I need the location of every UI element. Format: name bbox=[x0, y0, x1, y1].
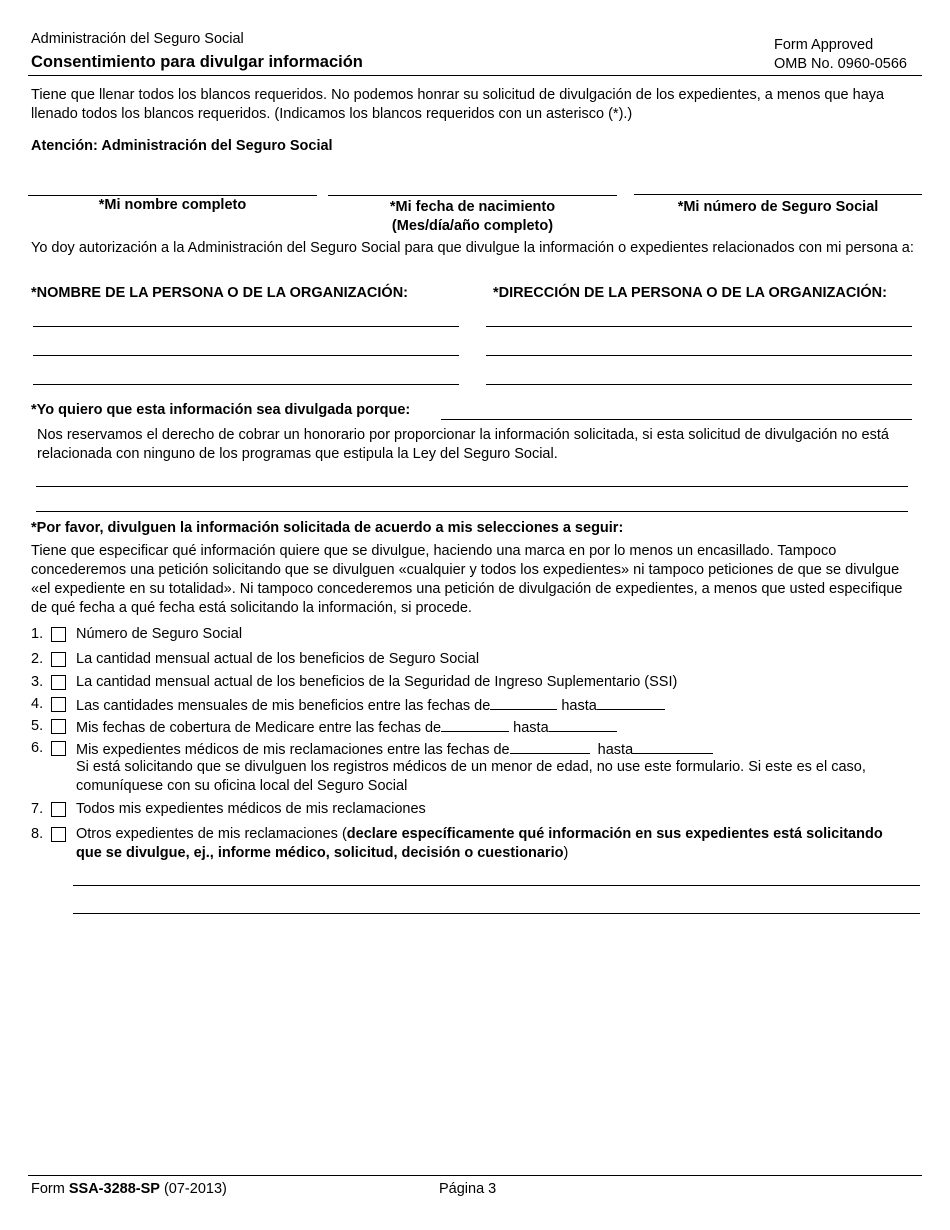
reason-line-2[interactable] bbox=[36, 486, 908, 487]
form-number bbox=[31, 1180, 227, 1199]
item-number: 5. bbox=[31, 718, 44, 734]
checkbox-ssn[interactable] bbox=[51, 627, 66, 642]
selection-heading: *Por favor, divulguen la información solicitada de acuerdo a mis selecciones a seguir: bbox=[31, 520, 624, 536]
recipient-name-line-1[interactable] bbox=[33, 326, 459, 327]
page-number: Página 3 bbox=[439, 1181, 497, 1197]
reason-line-3[interactable] bbox=[36, 511, 908, 512]
recipient-name-label: *NOMBRE DE LA PERSONA O DE LA ORGANIZACIÓN: bbox=[31, 285, 409, 301]
item-number: 2. bbox=[31, 651, 44, 667]
fee-notice: Nos reservamos el derecho de cobrar un honorario por proporcionar la información solicitada, si esta solicitud de divulgación no está relacionada con ninguno de los programas que estipula la Ley del Seguro Social. bbox=[37, 427, 889, 462]
hasta-label: hasta bbox=[561, 698, 597, 714]
other-records-line-1[interactable] bbox=[73, 885, 920, 886]
other-records-line-2[interactable] bbox=[73, 913, 920, 914]
item-row bbox=[76, 695, 665, 716]
item-label: La cantidad mensual actual de los beneficios de Seguro Social bbox=[76, 651, 480, 667]
intro-text: Tiene que llenar todos los blancos requeridos. No podemos honrar su solicitud de divulgación de los expedientes, a menos que haya llenado todos los blancos requeridos. (Indicamos los blancos requeridos con un asterisco (*).) bbox=[31, 87, 885, 122]
full-name-label: *Mi nombre completo bbox=[98, 197, 247, 213]
checkbox-other-records[interactable] bbox=[51, 827, 66, 842]
minor-records-note: Si está solicitando que se divulguen los registros médicos de un menor de edad, no use este formulario. Si este es el caso, comuníquese con su oficina local del Seguro Social bbox=[76, 759, 866, 794]
item-row bbox=[76, 717, 617, 738]
selection-instructions: Tiene que especificar qué información quiere que se divulgue, haciendo una marca en por lo menos un encasillado. Tampoco concederemos una petición solicitando que se divulguen «cualquier y todos los expedientes» ni tampoco peticiones de que se divulgue «el expediente en su totalidad». Ni tampoco concederemos una petición de divulgación de expedientes, a menos que usted especifique de qué fecha a qué fecha está solicitando la información, si procede. bbox=[31, 543, 903, 616]
checkbox-medicare[interactable] bbox=[51, 719, 66, 734]
ssn-field[interactable] bbox=[634, 194, 922, 195]
to-date-field[interactable] bbox=[549, 717, 617, 732]
hasta-label: hasta bbox=[513, 720, 549, 736]
item-number: 1. bbox=[31, 626, 44, 642]
omb-number: OMB No. 0960-0566 bbox=[774, 56, 907, 72]
item-label: Las cantidades mensuales de mis beneficios entre las fechas de bbox=[76, 698, 491, 714]
recipient-address-line-2[interactable] bbox=[486, 355, 912, 356]
recipient-address-line-1[interactable] bbox=[486, 326, 912, 327]
checkbox-monthly-benefits[interactable] bbox=[51, 697, 66, 712]
item-label: La cantidad mensual actual de los beneficios de la Seguridad de Ingreso Suplementario (SSI) bbox=[76, 674, 678, 690]
item-number: 4. bbox=[31, 696, 44, 712]
checkbox-ssi-benefits[interactable] bbox=[51, 675, 66, 690]
form-approved: Form Approved bbox=[774, 37, 874, 53]
checkbox-all-medical-records[interactable] bbox=[51, 802, 66, 817]
item-label: Mis expedientes médicos de mis reclamaciones entre las fechas de bbox=[76, 742, 510, 758]
recipient-name-line-3[interactable] bbox=[33, 384, 459, 385]
checkbox-medical-records[interactable] bbox=[51, 741, 66, 756]
recipient-address-label: *DIRECCIÓN DE LA PERSONA O DE LA ORGANIZACIÓN: bbox=[493, 285, 887, 301]
ssn-label: *Mi número de Seguro Social bbox=[677, 199, 879, 215]
recipient-address-line-3[interactable] bbox=[486, 384, 912, 385]
form-date: (07-2013) bbox=[159, 1181, 227, 1197]
dob-field[interactable] bbox=[328, 195, 617, 196]
item-number: 8. bbox=[31, 826, 44, 842]
form-id: SSA-3288-SP bbox=[68, 1181, 160, 1197]
form-prefix: Form bbox=[31, 1181, 69, 1197]
dob-label: *Mi fecha de nacimiento bbox=[389, 199, 556, 215]
item-close-paren: ) bbox=[563, 845, 569, 861]
item-label: Número de Seguro Social bbox=[76, 626, 243, 642]
dob-format-label: (Mes/día/año completo) bbox=[391, 218, 554, 234]
item-row bbox=[76, 825, 896, 863]
to-date-field[interactable] bbox=[597, 695, 665, 710]
attention-line: Atención: Administración del Seguro Social bbox=[31, 138, 333, 154]
from-date-field[interactable] bbox=[441, 717, 509, 732]
item-row bbox=[76, 739, 713, 760]
item-number: 3. bbox=[31, 674, 44, 690]
item-label: Todos mis expedientes médicos de mis reclamaciones bbox=[76, 801, 426, 817]
form-title: Consentimiento para divulgar información bbox=[31, 53, 363, 71]
agency-name: Administración del Seguro Social bbox=[31, 31, 244, 47]
footer-divider bbox=[28, 1175, 922, 1176]
from-date-field[interactable] bbox=[510, 739, 590, 754]
reason-label: *Yo quiero que esta información sea divulgada porque: bbox=[31, 402, 411, 418]
recipient-name-line-2[interactable] bbox=[33, 355, 459, 356]
item-label: Otros expedientes de mis reclamaciones ( bbox=[76, 826, 347, 842]
item-number: 6. bbox=[31, 740, 44, 756]
from-date-field[interactable] bbox=[490, 695, 557, 710]
authorization-text: Yo doy autorización a la Administración del Seguro Social para que divulgue la información o expedientes relacionados con mi persona a: bbox=[31, 240, 914, 256]
item-label: Mis fechas de cobertura de Medicare entre las fechas de bbox=[76, 720, 442, 736]
header-divider bbox=[28, 75, 922, 76]
item-bold-instruction: declare específicamente qué información en sus expedientes está solicitando que se divulgue, ej., informe médico, solicitud, decisión o cuestionario bbox=[76, 826, 883, 861]
hasta-label: hasta bbox=[597, 742, 634, 758]
checkbox-ss-benefits[interactable] bbox=[51, 652, 66, 667]
reason-field[interactable] bbox=[441, 419, 912, 420]
item-number: 7. bbox=[31, 801, 44, 817]
to-date-field[interactable] bbox=[633, 739, 713, 754]
